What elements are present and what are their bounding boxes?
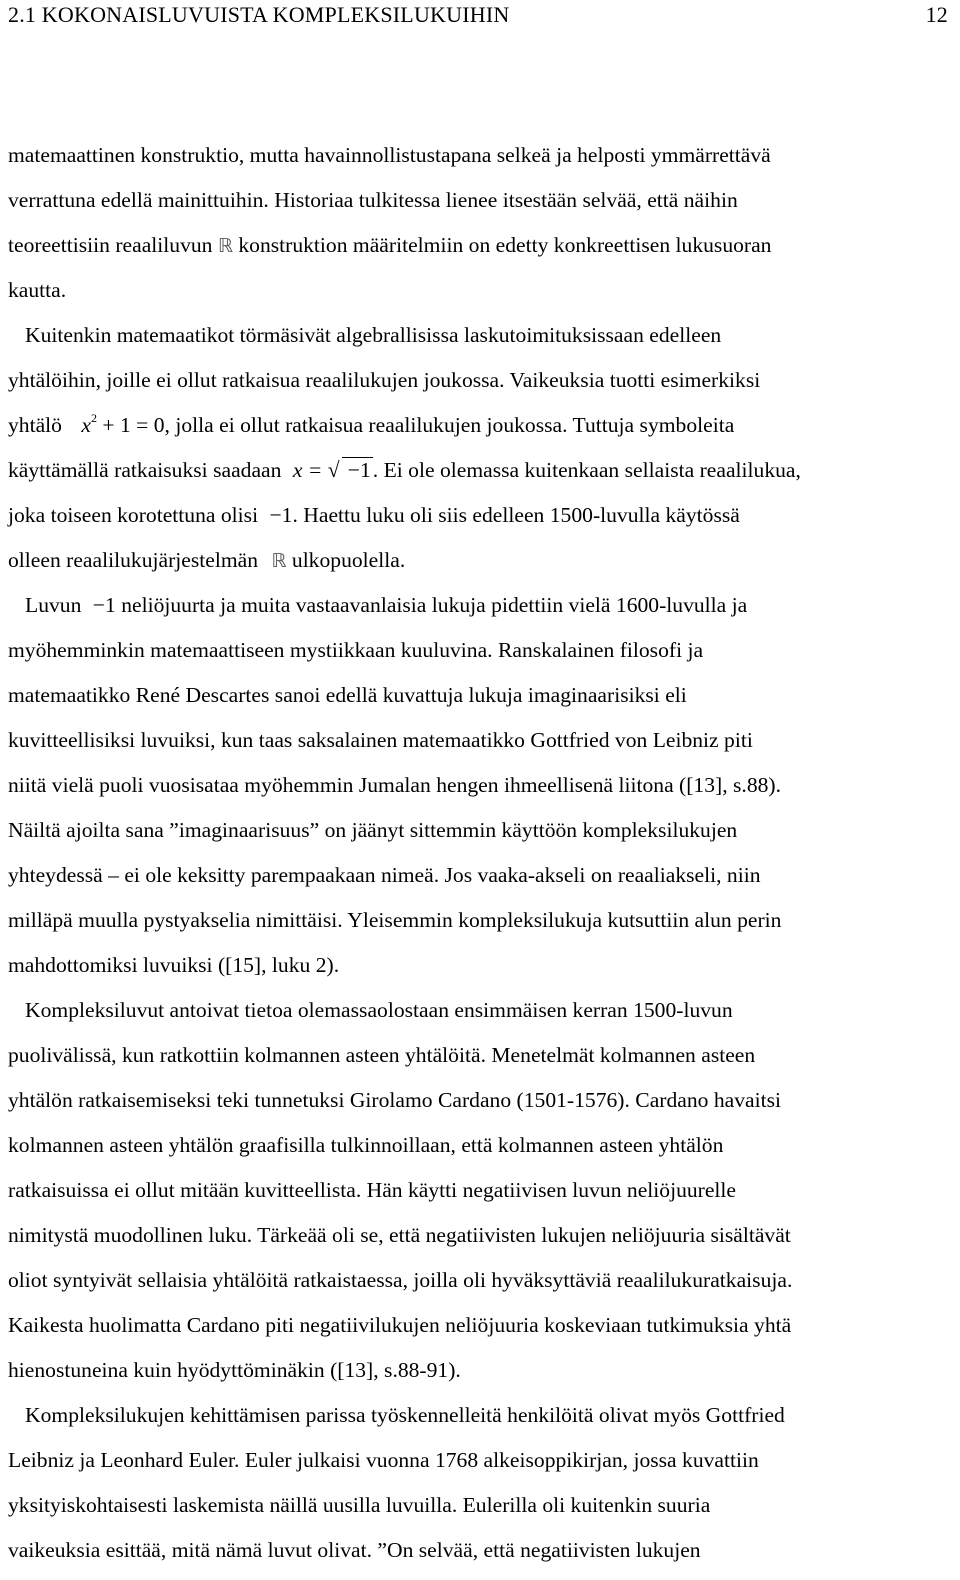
paragraph-5 xyxy=(8,1393,953,1573)
text-line: ratkaisuissa ei ollut mitään kuvitteellista. Hän käytti negatiivisen luvun neliöjuurelle xyxy=(8,1178,737,1202)
text-line: Kaikesta huolimatta Cardano piti negatiivilukujen neliöjuuria koskeviaan tutkimuksia yhtä xyxy=(8,1313,792,1337)
math-variable: x xyxy=(81,413,91,437)
page-number: 12 xyxy=(925,2,948,27)
equation-sqrt-minus-one xyxy=(293,448,373,493)
text-line: yhtälöihin, joille ei ollut ratkaisua reaalilukujen joukossa. Vaikeuksia tuotti esimerkiksi xyxy=(8,368,761,392)
text-span: käyttämällä ratkaisuksi saadaan xyxy=(8,458,282,482)
text-line: yksityiskohtaisesti laskemista näillä uusilla luvuilla. Eulerilla oli kuitenkin suuria xyxy=(8,1493,711,1517)
text-line xyxy=(8,493,953,538)
text-span: . Ei ole olemassa kuitenkaan sellaista reaalilukua, xyxy=(372,458,801,482)
paragraph-1 xyxy=(8,133,953,313)
page-body xyxy=(8,133,953,1573)
text-line xyxy=(8,403,953,448)
text-span: ulkopuolella. xyxy=(291,548,406,572)
text-line: Leibniz ja Leonhard Euler. Euler julkaisi vuonna 1768 alkeisoppikirjan, jossa kuvattiin xyxy=(8,1448,759,1472)
math-exponent: 2 xyxy=(90,411,97,425)
text-line xyxy=(8,538,953,583)
text-line: vaikeuksia esittää, mitä nämä luvut olivat. ”On selvää, että negatiivisten lukujen xyxy=(8,1538,701,1562)
text-line: kautta. xyxy=(8,278,67,302)
text-line: myöhemminkin matemaattiseen mystiikkaan kuuluvina. Ranskalainen filosofi ja xyxy=(8,638,704,662)
text-span: yhtälö xyxy=(8,413,62,437)
radical-sign-icon: √ xyxy=(327,458,340,482)
real-numbers-symbol: ℝ xyxy=(217,235,233,257)
paragraph-3 xyxy=(8,583,953,988)
text-span: joka toiseen korotettuna olisi xyxy=(8,503,259,527)
text-line: Näiltä ajoilta sana ”imaginaarisuus” on jäänyt sittemmin käyttöön kompleksilukujen xyxy=(8,818,738,842)
math-expression: x = xyxy=(292,458,323,482)
text-span: olleen reaalilukujärjestelmän xyxy=(8,548,259,572)
text-span: konstruktion määritelmiin on edetty konkreettisen lukusuoran xyxy=(238,233,772,257)
text-line: yhteydessä – ei ole keksitty parempaakaan nimeä. Jos vaaka-akseli on reaaliakseli, niin xyxy=(8,863,761,887)
text-line: mahdottomiksi luvuiksi ([15], luku 2). xyxy=(8,953,340,977)
text-line xyxy=(8,448,953,493)
paragraph-2 xyxy=(8,313,953,583)
text-line: puolivälissä, kun ratkottiin kolmannen asteen yhtälöitä. Menetelmät kolmannen asteen xyxy=(8,1043,756,1067)
text-span: . Haettu luku oli siis edelleen 1500-luvulla käytössä xyxy=(292,503,740,527)
chapter-title: 2.1 KOKONAISLUVUISTA KOMPLEKSILUKUIHIN xyxy=(8,2,510,27)
text-line: kuvitteellisiksi luvuiksi, kun taas saksalainen matemaatikko Gottfried von Leibniz piti xyxy=(8,728,753,752)
equation-x-squared-plus-one xyxy=(81,403,164,451)
text-line xyxy=(8,223,953,268)
text-line: matemaattinen konstruktio, mutta havainnollistustapana selkeä ja helposti ymmärrettävä xyxy=(8,143,771,167)
square-root xyxy=(328,448,373,493)
text-span: Luvun xyxy=(25,593,82,617)
paragraph-4 xyxy=(8,988,953,1393)
text-line: Kuitenkin matemaatikot törmäsivät algebrallisissa laskutoimituksissaan edelleen xyxy=(25,323,722,347)
math-expression: −1 xyxy=(92,593,116,617)
text-line: verrattuna edellä mainittuihin. Historiaa tulkitessa lienee itsestään selvää, että näihin xyxy=(8,188,738,212)
text-line: hienostuneina kuin hyödyttöminäkin ([13], s.88-91). xyxy=(8,1358,461,1382)
text-span: , jolla ei ollut ratkaisua reaalilukujen joukossa. Tuttuja symboleita xyxy=(164,413,735,437)
math-expression: −1 xyxy=(269,503,293,527)
text-line: kolmannen asteen yhtälön graafisilla tulkinnoillaan, että kolmannen asteen yhtälön xyxy=(8,1133,724,1157)
text-line: matemaatikko René Descartes sanoi edellä kuvattuja lukuja imaginaarisiksi eli xyxy=(8,683,687,707)
text-span: teoreettisiin reaaliluvun xyxy=(8,233,213,257)
math-expression: + 1 = 0 xyxy=(102,413,165,437)
running-header xyxy=(8,0,952,40)
text-line: milläpä muulla pystyakselia nimittäisi. Yleisemmin kompleksilukuja kutsuttiin alun perin xyxy=(8,908,782,932)
text-line xyxy=(8,583,953,628)
text-line: nimitystä muodollinen luku. Tärkeää oli se, että negatiivisten lukujen neliöjuuria sisältävät xyxy=(8,1223,791,1247)
text-line: niitä vielä puoli vuosisataa myöhemmin Jumalan hengen ihmeellisenä liitona ([13], s.88). xyxy=(8,773,781,797)
real-numbers-symbol: ℝ xyxy=(271,550,287,572)
text-span: neliöjuurta ja muita vastaavanlaisia lukuja pidettiin vielä 1600-luvulla ja xyxy=(121,593,748,617)
text-line: yhtälön ratkaisemiseksi teki tunnetuksi Girolamo Cardano (1501-1576). Cardano havaitsi xyxy=(8,1088,782,1112)
text-line: Kompleksiluvut antoivat tietoa olemassaolostaan ensimmäisen kerran 1500-luvun xyxy=(25,998,733,1022)
text-line: Kompleksilukujen kehittämisen parissa työskennelleitä henkilöitä olivat myös Gottfried xyxy=(25,1403,785,1427)
text-line: oliot syntyivät sellaisia yhtälöitä ratkaistaessa, joilla oli hyväksyttäviä reaalilukuratkaisuja. xyxy=(8,1268,793,1292)
radicand: −1 xyxy=(342,457,373,482)
